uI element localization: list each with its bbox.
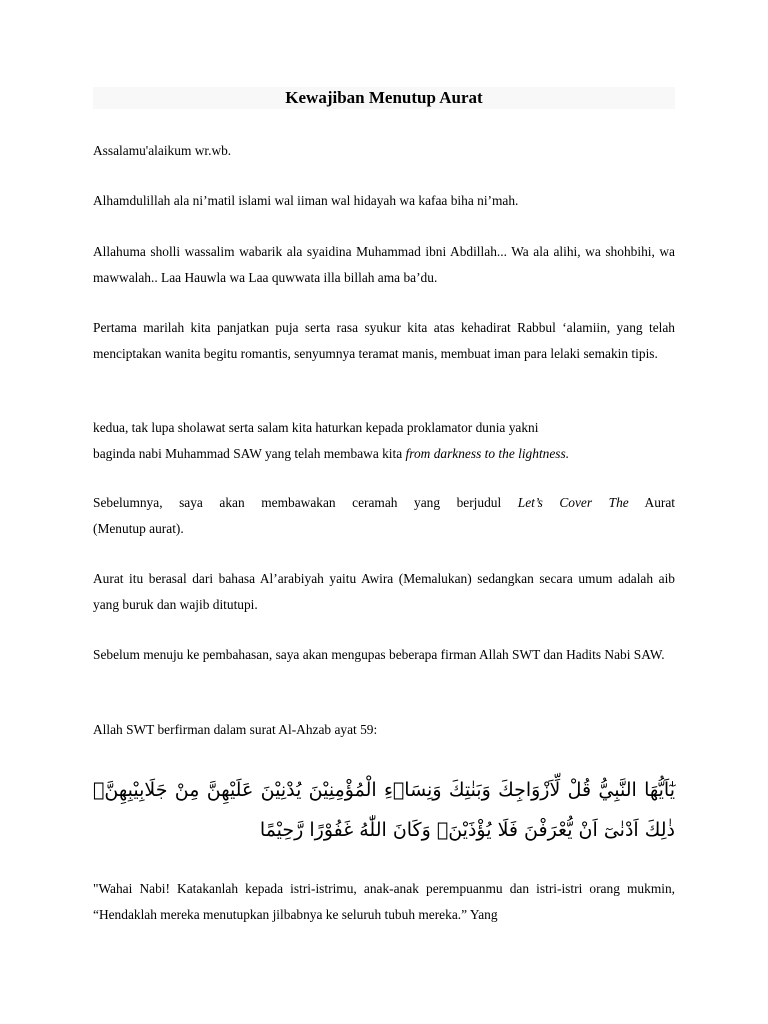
sebelumnya-italic: Let’s Cover The xyxy=(517,495,629,510)
sebelum-menuju-paragraph: Sebelum menuju ke pembahasan, saya akan mengupas beberapa firman Allah SWT dan Hadits Nabi SAW. xyxy=(93,647,665,662)
terjemahan-paragraph: "Wahai Nabi! Katakanlah kepada istri-istrimu, anak-anak perempuanmu dan istri-istri orang mukmin, “Hendaklah mereka menutupkan jilbabnya ke seluruh tubuh mereka.” Yang xyxy=(93,881,675,922)
sholawat-paragraph: Allahuma sholli wassalim wabarik ala syaidina Muhammad ibni Abdillah... Wa ala alihi, wa shohbihi, wa mawwalah.. Laa Hauwla wa Laa quwwata illa billah ama ba’du. xyxy=(93,244,675,285)
kedua-line-2 xyxy=(93,441,675,467)
sebelumnya-text-1: Sebelumnya, saya akan membawakan ceramah yang berjudul xyxy=(93,495,518,510)
document-title: Kewajiban Menutup Aurat xyxy=(285,88,483,107)
kedua-line-2-italic: from darkness to the lightness. xyxy=(405,445,570,461)
ayat-arabic-text: يٰٓاَيُّهَا النَّبِيُّ قُلْ لِّاَزْوَاجِكَ وَبَنٰتِكَ وَنِسَاۤءِ الْمُؤْمِنِيْنَ يُدْنِيْنَ عَلَيْهِنَّ مِنْ جَلَابِيْبِهِنَّۗ ذٰلِكَ اَدْنٰىٓ اَنْ يُّعْرَفْنَ فَلَا يُؤْذَيْنَۗ وَكَانَ اللّٰهُ غَفُوْرًا رَّحِيْمًا xyxy=(93,779,675,841)
sebelumnya-text-2: Aurat xyxy=(628,495,676,510)
pertama-paragraph: Pertama marilah kita panjatkan puja serta rasa syukur kita atas kehadirat Rabbul ‘alamiin, yang telah menciptakan wanita begitu romantis, senyumnya teramat manis, membuat iman para lelaki semakin tipis. xyxy=(93,320,675,361)
sebelumnya-line-2: (Menutup aurat). xyxy=(93,520,184,536)
sebelumnya-line-1 xyxy=(93,490,675,516)
kedua-paragraph xyxy=(93,415,675,466)
kedua-line-1: kedua, tak lupa sholawat serta salam kita haturkan kepada proklamator dunia yakni xyxy=(93,420,539,435)
firman-intro-paragraph: Allah SWT berfirman dalam surat Al-Ahzab ayat 59: xyxy=(93,722,378,737)
hamdalah-paragraph: Alhamdulillah ala ni’matil islami wal iiman wal hidayah wa kafaa biha ni’mah. xyxy=(93,193,519,208)
title-bar xyxy=(93,87,675,109)
sebelumnya-paragraph xyxy=(93,490,675,541)
greeting-paragraph: Assalamu'alaikum wr.wb. xyxy=(93,143,232,158)
kedua-line-2-text: baginda nabi Muhammad SAW yang telah membawa kita xyxy=(93,445,406,461)
aurat-definition-paragraph: Aurat itu berasal dari bahasa Al’arabiyah yaitu Awira (Memalukan) sedangkan secara umum adalah aib yang buruk dan wajib ditutupi. xyxy=(93,571,675,612)
